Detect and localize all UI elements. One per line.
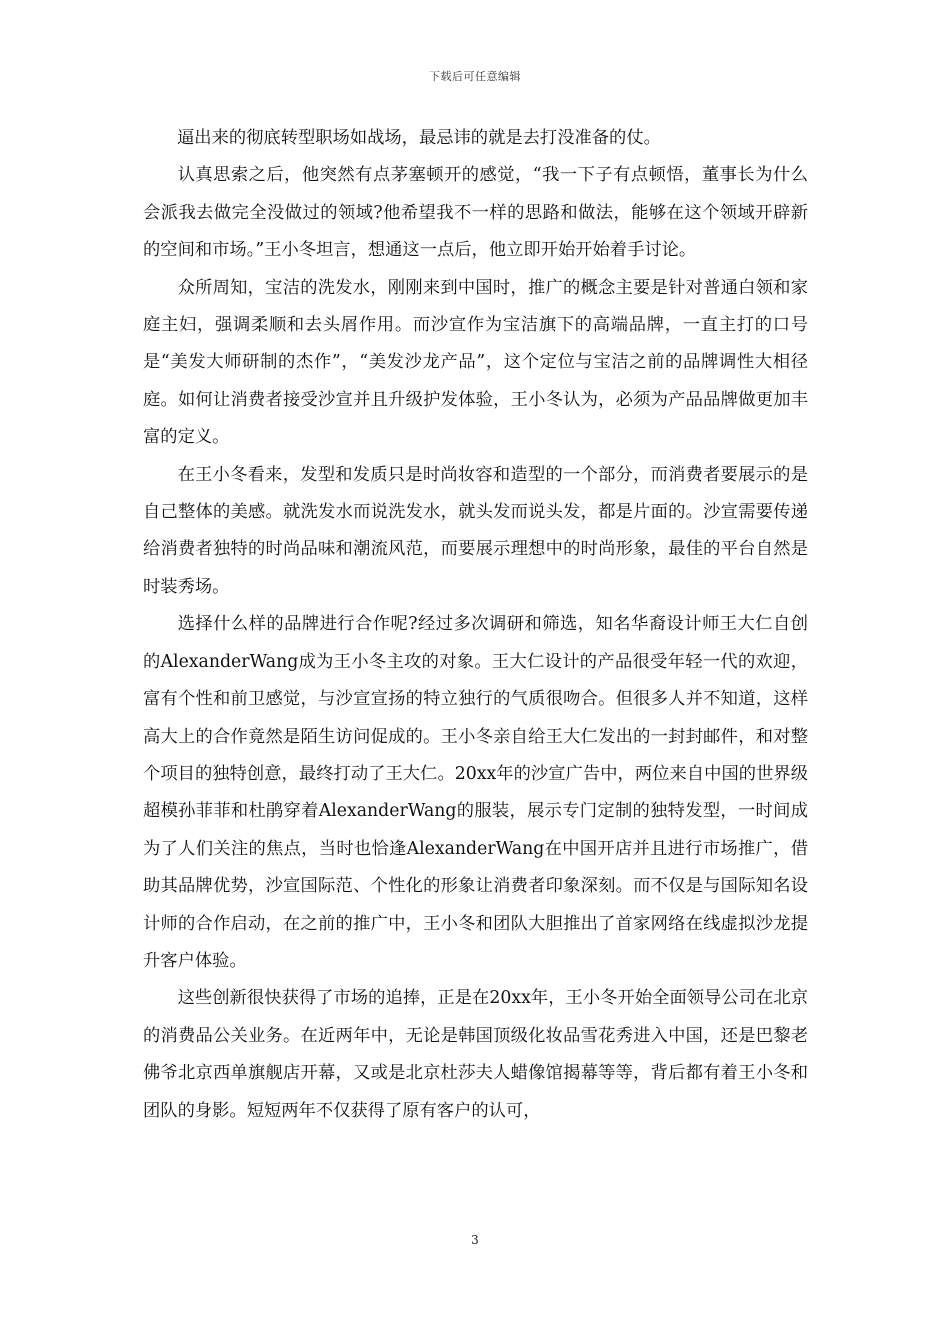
paragraph-2: 认真思索之后，他突然有点茅塞顿开的感觉，“我一下子有点顿悟，董事长为什么会派我去做完全没做过的领域?他希望我不一样的思路和做法，能够在这个领域开辟新的空间和市场。”王小冬坦言，想通这一点后，他立即开始开始着手讨论。 — [143, 165, 808, 261]
document-body — [143, 120, 808, 1130]
page-number: 3 — [471, 1233, 479, 1247]
page-header: 下载后可任意编辑 — [429, 70, 521, 83]
paragraph-6: 这些创新很快获得了市场的追捧，正是在20xx年，王小冬开始全面领导公司在北京的消费品公关业务。在近两年中，无论是韩国顶级化妆品雪花秀进入中国，还是巴黎老佛爷北京西单旗舰店开幕，又或是北京杜莎夫人蜡像馆揭幕等等，背后都有着王小冬和团队的身影。短短两年不仅获得了原有客户的认可， — [143, 988, 808, 1121]
paragraph-3: 众所周知，宝洁的洗发水，刚刚来到中国时，推广的概念主要是针对普通白领和家庭主妇，强调柔顺和去头屑作用。而沙宣作为宝洁旗下的高端品牌，一直主打的口号是“美发大师研制的杰作”，“美发沙龙产品”，这个定位与宝洁之前的品牌调性大相径庭。如何让消费者接受沙宣并且升级护发体验，王小冬认为，必须为产品品牌做更加丰富的定义。 — [143, 277, 808, 448]
paragraph-4: 在王小冬看来，发型和发质只是时尚妆容和造型的一个部分，而消费者要展示的是自己整体的美感。就洗发水而说洗发水，就头发而说头发，都是片面的。沙宣需要传递给消费者独特的时尚品味和潮流风范，而要展示理想中的时尚形象，最佳的平台自然是时装秀场。 — [143, 464, 808, 597]
paragraph-5: 选择什么样的品牌进行合作呢?经过多次调研和筛选，知名华裔设计师王大仁自创的AlexanderWang成为王小冬主攻的对象。王大仁设计的产品很受年轻一代的欢迎，富有个性和前卫感觉，与沙宣宣扬的特立独行的气质很吻合。但很多人并不知道，这样高大上的合作竟然是陌生访问促成的。王小冬亲自给王大仁发出的一封封邮件，和对整个项目的独特创意，最终打动了王大仁。20xx年的沙宣广告中，两位来自中国的世界级超模孙菲菲和杜鹃穿着AlexanderWang的服装，展示专门定制的独特发型，一时间成为了人们关注的焦点，当时也恰逢AlexanderWang在中国开店并且进行市场推广，借助其品牌优势，沙宣国际范、个性化的形象让消费者印象深刻。而不仅是与国际知名设计师的合作启动，在之前的推广中，王小冬和团队大胆推出了首家网络在线虚拟沙龙提升客户体验。 — [143, 614, 808, 971]
paragraph-1: 逼出来的彻底转型职场如战场，最忌讳的就是去打没准备的仗。 — [177, 128, 661, 148]
